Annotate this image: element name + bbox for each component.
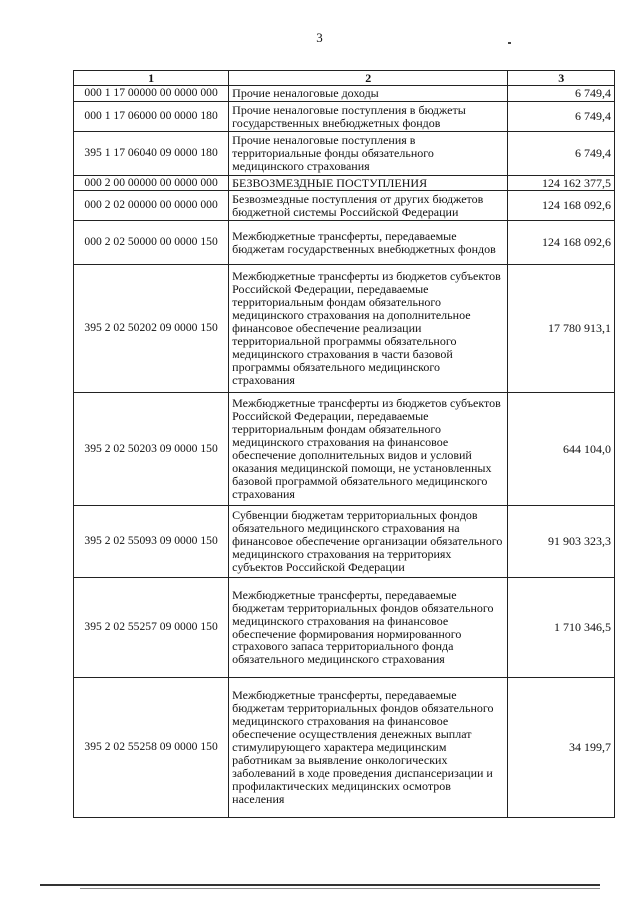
revenue-name: Межбюджетные трансферты, передаваемые бюджетам территориальных фондов обязательного медицинского страхования на финансовое обеспечение осуществления денежных выплат стимулирующего характера медицинским работникам за выявление онкологических заболеваний в ходе проведения диспансеризации и профилактических медицинских осмотров населения [229,678,508,818]
table-row [74,176,615,191]
revenue-name: Субвенции бюджетам территориальных фондов обязательного медицинского страхования на финансовое обеспечение организации обязательного медицинского страхования на территориях субъектов Российской Федерации [229,506,508,578]
budget-code: 000 2 02 50000 00 0000 150 [74,221,229,265]
revenue-table [73,70,615,818]
revenue-name: Межбюджетные трансферты из бюджетов субъектов Российской Федерации, передаваемые территориальным фондам обязательного медицинского страхования на дополнительное финансовое обеспечение реализации территориальной программы обязательного медицинского страхования в части базовой программы обязательного медицинского страхования [229,265,508,393]
revenue-name: Межбюджетные трансферты из бюджетов субъектов Российской Федерации, передаваемые территориальным фондам обязательного медицинского страхования на финансовое обеспечение дополнительных видов и условий оказания медицинской помощи, не установленных базовой программой обязательного медицинского страхования [229,393,508,506]
footer-rule [40,884,600,886]
amount: 91 903 323,3 [508,506,615,578]
table-row [74,506,615,578]
amount: 6 749,4 [508,86,615,102]
budget-code: 395 2 02 50203 09 0000 150 [74,393,229,506]
column-header-name: 2 [229,71,508,86]
column-header-code: 1 [74,71,229,86]
table-row [74,132,615,176]
table-row [74,86,615,102]
budget-code: 000 1 17 00000 00 0000 000 [74,86,229,102]
amount: 1 710 346,5 [508,578,615,678]
budget-code: 395 2 02 55257 09 0000 150 [74,578,229,678]
revenue-name: Безвозмездные поступления от других бюджетов бюджетной системы Российской Федерации [229,191,508,221]
table-row [74,221,615,265]
footer-rule-secondary [80,888,600,889]
revenue-name: Межбюджетные трансферты, передаваемые бюджетам государственных внебюджетных фондов [229,221,508,265]
revenue-name: Прочие неналоговые доходы [229,86,508,102]
budget-code: 395 2 02 55258 09 0000 150 [74,678,229,818]
amount: 644 104,0 [508,393,615,506]
budget-code: 000 2 02 00000 00 0000 000 [74,191,229,221]
column-header-amount: 3 [508,71,615,86]
revenue-name: Прочие неналоговые поступления в территориальные фонды обязательного медицинского страхования [229,132,508,176]
table-row [74,578,615,678]
table-header-row [74,71,615,86]
page-number: 3 [316,30,324,45]
table-row [74,191,615,221]
budget-code: 395 1 17 06040 09 0000 180 [74,132,229,176]
table-row [74,393,615,506]
amount: 6 749,4 [508,132,615,176]
amount: 124 162 377,5 [508,176,615,191]
amount: 6 749,4 [508,102,615,132]
amount: 34 199,7 [508,678,615,818]
revenue-name: Прочие неналоговые поступления в бюджеты государственных внебюджетных фондов [229,102,508,132]
budget-code: 000 1 17 06000 00 0000 180 [74,102,229,132]
budget-code: 395 2 02 50202 09 0000 150 [74,265,229,393]
revenue-name: БЕЗВОЗМЕЗДНЫЕ ПОСТУПЛЕНИЯ [229,176,508,191]
amount: 124 168 092,6 [508,191,615,221]
amount: 124 168 092,6 [508,221,615,265]
table-row [74,102,615,132]
table-row [74,678,615,818]
amount: 17 780 913,1 [508,265,615,393]
budget-code: 000 2 00 00000 00 0000 000 [74,176,229,191]
scan-mark [508,42,511,44]
table-row [74,265,615,393]
revenue-name: Межбюджетные трансферты, передаваемые бюджетам территориальных фондов обязательного медицинского страхования на финансовое обеспечение формирования нормированного страхового запаса территориального фонда обязательного медицинского страхования [229,578,508,678]
budget-code: 395 2 02 55093 09 0000 150 [74,506,229,578]
